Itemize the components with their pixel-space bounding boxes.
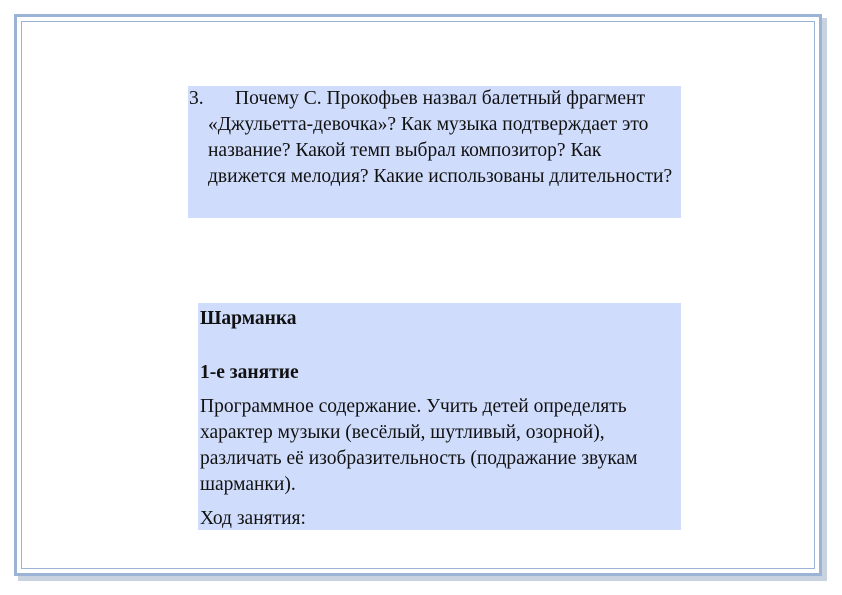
question-number: 3. <box>189 88 204 109</box>
lesson-content: Программное содержание. Учить детей определять характер музыки (весёлый, шутливый, озорной), различать её изобразительность (подражание звукам шарманки). <box>200 396 638 495</box>
frame-shadow-bottom <box>18 576 827 581</box>
question-text: Почему С. Прокофьев назвал балетный фрагмент «Джульетта-девочка»? Как музыка подтверждает это название? Какой темп выбрал композитор? Как движется мелодия? Какие использованы длительности? <box>208 88 673 187</box>
lesson-course: Ход занятия: <box>200 508 306 529</box>
lesson-title: Шарманка <box>200 308 297 329</box>
frame-shadow-right <box>822 18 827 580</box>
lesson-box <box>198 303 681 530</box>
question-box <box>188 86 681 218</box>
lesson-session: 1-е занятие <box>200 362 299 383</box>
